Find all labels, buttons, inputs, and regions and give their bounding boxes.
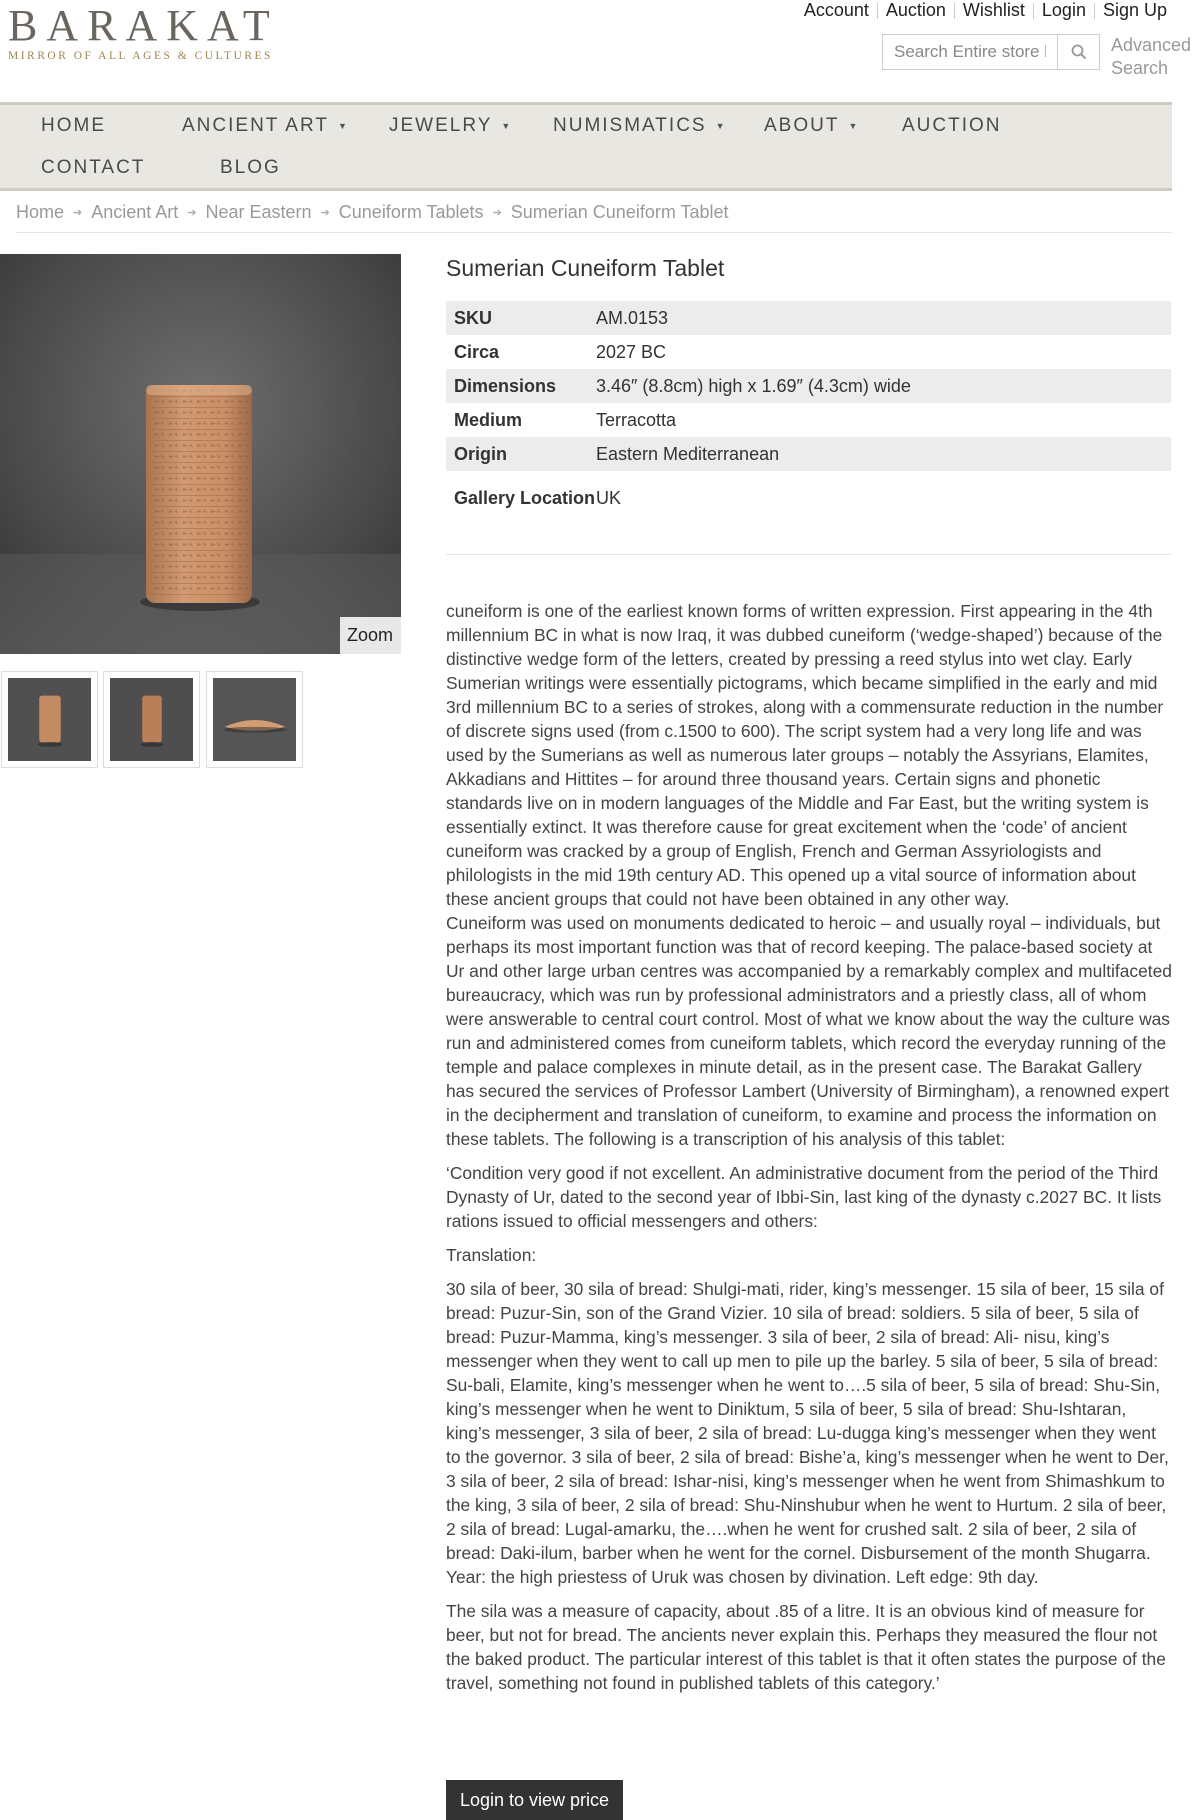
spec-label: Origin xyxy=(454,443,507,464)
spec-value: UK xyxy=(596,488,622,508)
description-paragraph: Cuneiform was used on monuments dedicated to heroic – and usually royal – individuals, but perhaps its most important function was that of record keeping. The palace-based society at Ur and other large urban centres was accompanied by a remarkably complex and multifaceted bureaucracy, which was run by professional administrators and a priestly class, all of whom were answerable to central court control. Most of what we know about the way the culture was run and administered comes from cuneiform tablets, which record the everyday running of the temple and palace complexes in minute detail, as in the present case. The Barakat Gallery has secured the services of Professor Lambert (University of Birmingham), a renowned expert in the decipherment and translation of cuneiform, to examine and process the information on these tablets. The following is a transcription of his analysis of this tablet: xyxy=(446,913,1172,1149)
table-row xyxy=(446,437,1171,471)
nav-home[interactable] xyxy=(41,115,106,137)
table-row xyxy=(446,403,1171,437)
nav-blog[interactable] xyxy=(220,157,281,179)
thumbnail-3[interactable] xyxy=(206,671,303,768)
nav-contact[interactable] xyxy=(41,157,145,179)
spec-value: Eastern Mediterranean xyxy=(596,443,780,464)
breadcrumb-cuneiform-tablets[interactable]: Cuneiform Tablets xyxy=(338,201,484,222)
description-paragraph: ‘Condition very good if not excellent. An administrative document from the period of the Third Dynasty of Ur, dated to the second year of Ibbi-Sin, last king of the dynasty c.2027 BC. It lists rations issued to official messengers and others: xyxy=(446,1163,1162,1231)
spec-value: 3.46″ (8.8cm) high x 1.69″ (4.3cm) wide xyxy=(596,375,911,396)
description-paragraph: cuneiform is one of the earliest known forms of written expression. First appearing in the 4th millennium BC in what is now Iraq, it was dubbed cuneiform (‘wedge-shaped’) because of the distinctive wedge form of the letters, created by pressing a reed stylus into wet clay. Early Sumerian writings were essentially pictograms, which became simplified in the early and mid 3rd millennium BC to a series of strokes, along with a commensurate reduction in the number of discrete signs used (from c.1500 to 600). The script system had a very long life and was used by the Sumerians as well as numerous later groups – notably the Assyrians, Elamites, Akkadians and Hittites – for around three thousand years. Certain signs and phonetic standards live on in modern languages of the Middle and Far East, but the writing system is essentially extinct. It was therefore cause for great excitement when the ‘code’ of ancient cuneiform was cracked by a group of English, French and German Assyriologists and philologists in the mid 19th century AD. This opened up a vital source of information about these ancient groups that could not have been obtained in any other way. xyxy=(446,601,1164,909)
description-paragraph: The sila was a measure of capacity, about .85 of a litre. It is an obvious kind of measure for beer, but not for bread. The ancients never explain this. Perhaps they measured the flour not the baked product. The particular interest of this tablet is that it often states the purpose of the travel, something not found in published tablets of this category.’ xyxy=(446,1601,1166,1693)
spec-value: 2027 BC xyxy=(596,341,667,362)
spec-label: Dimensions xyxy=(454,375,557,396)
breadcrumb-ancient-art[interactable]: Ancient Art xyxy=(91,201,179,222)
nav-about[interactable] xyxy=(764,115,859,137)
search-form xyxy=(882,34,1100,70)
nav-label: NUMISMATICS xyxy=(553,115,707,136)
spec-label: Medium xyxy=(454,409,523,430)
nav-label: AUCTION xyxy=(902,115,1002,136)
spec-value: AM.0153 xyxy=(596,307,669,328)
signup-link[interactable]: Sign Up xyxy=(1102,0,1167,20)
search-input[interactable] xyxy=(882,34,1058,70)
caret-down-icon: ▼ xyxy=(848,121,860,131)
table-row xyxy=(446,301,1171,335)
nav-ancient-art[interactable] xyxy=(182,115,349,137)
thumbnail-image xyxy=(8,678,91,761)
spec-value: Terracotta xyxy=(596,409,677,430)
login-link[interactable]: Login xyxy=(1041,0,1086,20)
nav-label: HOME xyxy=(41,115,106,136)
thumbnail-1[interactable] xyxy=(1,671,98,768)
product-description xyxy=(446,599,1172,1695)
logo-tagline: MIRROR OF ALL AGES & CULTURES xyxy=(8,50,273,62)
logo-wordmark: BARAKAT xyxy=(8,1,279,50)
nav-label: JEWELRY xyxy=(389,115,493,136)
table-row xyxy=(446,335,1171,369)
caret-down-icon: ▼ xyxy=(715,121,727,131)
product-title: Sumerian Cuneiform Tablet xyxy=(446,255,725,281)
breadcrumb-home[interactable]: Home xyxy=(16,201,65,222)
tablet-photo xyxy=(0,254,401,654)
caret-down-icon: ▼ xyxy=(501,121,513,131)
auction-link[interactable]: Auction xyxy=(885,0,946,20)
thumbnail-image xyxy=(213,678,296,761)
thumbnail-2[interactable] xyxy=(103,671,200,768)
account-link[interactable]: Account xyxy=(803,0,869,20)
search-button[interactable] xyxy=(1058,34,1100,70)
breadcrumb xyxy=(16,200,1172,224)
advanced-search-link[interactable]: Advanced Search xyxy=(1111,35,1192,78)
nav-jewelry[interactable] xyxy=(389,115,512,137)
nav-numismatics[interactable] xyxy=(553,115,727,137)
nav-label: BLOG xyxy=(220,157,281,178)
description-paragraph: 30 sila of beer, 30 sila of bread: Shulgi-mati, rider, king’s messenger. 15 sila of beer, 15 sila of bread: Puzur-Sin, son of the Grand Vizier. 10 sila of bread: soldiers. 5 sila of beer, 5 sila of bread: Puzur-Mamma, king’s messenger. 3 sila of beer, 2 sila of bread: Ali- nisu, king’s messenger when they went to call up men to pile up the barley. 5 sila of beer, 5 sila of bread: Su-bali, Elamite, king’s messenger when he went to….5 sila of beer, 5 sila of bread: Shu-Sin, king’s messenger when he went to Diniktum, 5 sila of beer, 5 sila of bread: Shu-Ishtaran, king’s messenger, 3 sila of beer, 2 sila of bread: Lu-dugga king’s messenger when they went to the governor. 3 sila of beer, 2 sila of bread: Bishe’a, king’s messenger when he went to Der, 3 sila of beer, 2 sila of bread: Ishar-nisi, king’s messenger when he went from Shimashkum to the king, 3 sila of beer, 2 sila of bread: Shu-Ninshubur when he went to Hurtum. 2 sila of beer, 2 sila of bread: Lugal-amarku, the….when he went for crushed salt. 2 sila of beer, 2 sila of bread: Daki-ilum, barber when he went for the cornel. Disbursement of the month Shugarra. Year: the high priestess of Uruk was chosen by divination. Left edge: 9th day. xyxy=(446,1279,1169,1587)
spec-label: SKU xyxy=(454,307,493,328)
breadcrumb-near-eastern[interactable]: Near Eastern xyxy=(205,201,312,222)
description-paragraph: Translation: xyxy=(446,1245,537,1265)
spec-label: Gallery Location xyxy=(454,488,596,508)
product-main-image[interactable] xyxy=(0,254,401,654)
caret-down-icon: ▼ xyxy=(337,121,349,131)
nav-auction[interactable] xyxy=(902,115,1002,137)
nav-label: CONTACT xyxy=(41,157,146,178)
breadcrumb-current: Sumerian Cuneiform Tablet xyxy=(510,201,729,222)
search-icon xyxy=(1071,44,1087,60)
arrow-right-icon: ➔ xyxy=(187,206,197,219)
zoom-button[interactable]: Zoom xyxy=(340,617,401,654)
product-specs-table xyxy=(446,301,1171,526)
divider xyxy=(446,554,1171,555)
site-logo[interactable] xyxy=(8,1,279,62)
arrow-right-icon: ➔ xyxy=(320,206,330,219)
nav-label: ANCIENT ART xyxy=(182,115,329,136)
spec-label: Circa xyxy=(454,341,500,362)
thumbnail-image xyxy=(110,678,193,761)
nav-label: ABOUT xyxy=(764,115,840,136)
wishlist-link[interactable]: Wishlist xyxy=(962,0,1025,20)
arrow-right-icon: ➔ xyxy=(492,206,502,219)
arrow-right-icon: ➔ xyxy=(73,206,83,219)
top-links xyxy=(796,0,1167,21)
login-to-view-price-button[interactable]: Login to view price xyxy=(446,1780,623,1820)
divider xyxy=(16,232,1172,233)
table-row xyxy=(446,471,1171,526)
table-row xyxy=(446,369,1171,403)
main-nav xyxy=(0,102,1172,191)
